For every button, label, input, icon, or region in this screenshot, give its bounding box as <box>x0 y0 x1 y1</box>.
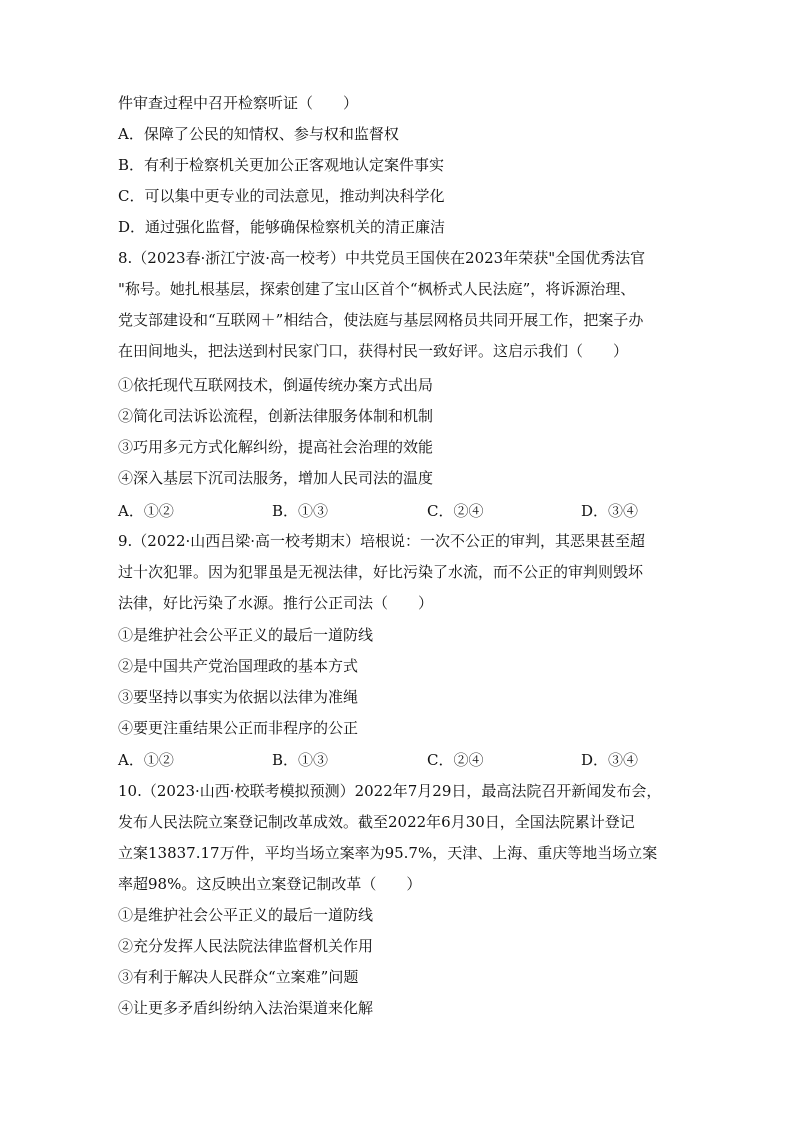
q8-statement-4: ④深入基层下沉司法服务，增加人民司法的温度 <box>118 469 434 487</box>
q10-statement-4: ④让更多矛盾纠纷纳入法治渠道来化解 <box>118 999 374 1017</box>
q9-option-b: B．①③ <box>272 751 329 769</box>
q9-option-a: A．①② <box>118 751 174 769</box>
q8-stem-line: 8.（2023春·浙江宁波·高一校考）中共党员王国侠在2023年荣获"全国优秀法官 <box>118 249 646 267</box>
q8-option-b: B．①③ <box>272 502 329 520</box>
q10-statement-3: ③有利于解决人民群众“立案难”问题 <box>118 968 359 986</box>
q10-stem-line: 率超98%。这反映出立案登记制改革（ ） <box>118 875 422 893</box>
q8-stem-line: "称号。她扎根基层，探索创建了宝山区首个“枫桥式人民法庭”，将诉源治理、 <box>118 280 636 298</box>
q9-option-d: D．③④ <box>581 751 639 769</box>
q9-option-c: C．②④ <box>427 751 484 769</box>
q9-statement-4: ④要更注重结果公正而非程序的公正 <box>118 719 359 737</box>
q8-statement-1: ①依托现代互联网技术，倒逼传统办案方式出局 <box>118 376 434 394</box>
q9-statement-2: ②是中国共产党治国理政的基本方式 <box>118 657 359 675</box>
q8-options <box>118 501 678 521</box>
q10-statement-2: ②充分发挥人民法院法律监督机关作用 <box>118 937 374 955</box>
q8-stem-line: 党支部建设和“互联网＋”相结合，使法庭与基层网格员共同开展工作，把案子办 <box>118 311 644 329</box>
option-c: C．可以集中更专业的司法意见，推动判决科学化 <box>118 187 445 205</box>
q10-statement-1: ①是维护社会公平正义的最后一道防线 <box>118 906 374 924</box>
question-stem-line: 件审查过程中召开检察听证（ ） <box>118 94 359 112</box>
q10-stem-line: 立案13837.17万件，平均当场立案率为95.7%，天津、上海、重庆等地当场立案 <box>118 844 658 862</box>
q10-stem-line: 10.（2023·山西·校联考模拟预测）2022年7月29日，最高法院召开新闻发布会， <box>118 782 662 800</box>
option-d: D．通过强化监督，能够确保检察机关的清正廉洁 <box>118 218 446 236</box>
q8-option-a: A．①② <box>118 502 174 520</box>
q9-stem-line: 9.（2022·山西吕梁·高一校考期末）培根说：一次不公正的审判，其恶果甚至超 <box>118 532 646 550</box>
q8-statement-3: ③巧用多元方式化解纠纷，提高社会治理的效能 <box>118 438 434 456</box>
option-a: A．保障了公民的知情权、参与权和监督权 <box>118 125 399 143</box>
q9-options <box>118 750 678 770</box>
option-b: B．有利于检察机关更加公正客观地认定案件事实 <box>118 156 445 174</box>
q9-stem-line: 过十次犯罪。因为犯罪虽是无视法律，好比污染了水流，而不公正的审判则毁坏 <box>118 563 644 581</box>
q8-option-d: D．③④ <box>581 502 639 520</box>
q10-stem-line: 发布人民法院立案登记制改革成效。截至2022年6月30日，全国法院累计登记 <box>118 813 635 831</box>
q8-statement-2: ②简化司法诉讼流程，创新法律服务体制和机制 <box>118 407 434 425</box>
q9-statement-1: ①是维护社会公平正义的最后一道防线 <box>118 626 374 644</box>
q9-statement-3: ③要坚持以事实为依据以法律为准绳 <box>118 688 359 706</box>
q8-option-c: C．②④ <box>427 502 484 520</box>
q8-stem-line: 在田间地头，把法送到村民家门口，获得村民一致好评。这启示我们（ ） <box>118 342 629 360</box>
q9-stem-line: 法律，好比污染了水源。推行公正司法（ ） <box>118 594 434 612</box>
